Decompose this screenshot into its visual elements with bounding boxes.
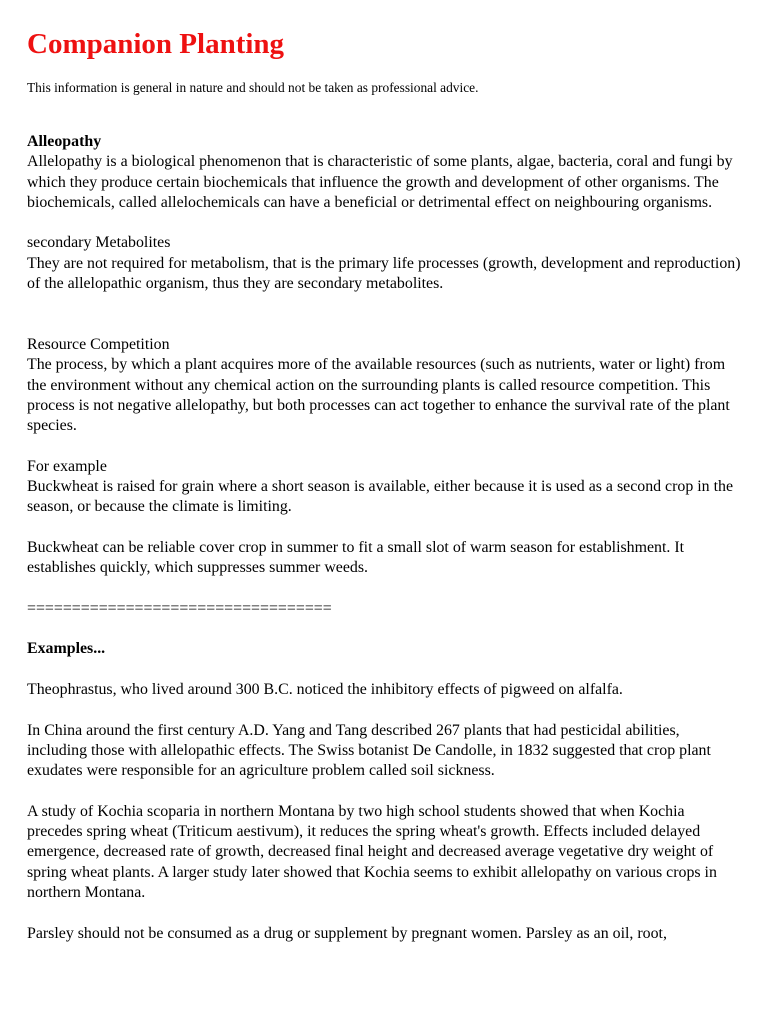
spacer [27,660,743,680]
allelopathy-heading: Alleopathy [27,133,102,150]
spacer [27,619,743,639]
spacer [27,213,743,233]
page-title: Companion Planting [27,28,285,60]
examples-heading: Examples... [27,640,106,658]
parsley-paragraph: Parsley should not be consumed as a drug or supplement by pregnant women. Parsley as an oil, root, [27,924,667,942]
spacer [27,903,743,923]
for-example-paragraph: Buckwheat is raised for grain where a short season is available, either because it is used as a second crop in the season, or because the climate is limiting. [27,478,734,516]
spacer [27,518,743,538]
buckwheat-paragraph: Buckwheat can be reliable cover crop in summer to fit a small slot of warm season for establishment. It establishes quickly, which suppresses summer weeds. [27,538,685,577]
metabolites-paragraph: They are not required for metabolism, that is the primary life processes (growth, development and reproduction) of the allelopathic organism, thus they are secondary metabolites. [27,254,741,293]
spacer [27,700,743,720]
resource-competition-heading: Resource Competition [27,335,170,353]
theophrastus-paragraph: Theophrastus, who lived around 300 B.C. noticed the inhibitory effects of pigweed on alfalfa. [27,681,623,699]
metabolites-heading: secondary Metabolites [27,234,171,252]
spacer [27,782,743,802]
allelopathy-paragraph: Allelopathy is a biological phenomenon that is characteristic of some plants, algae, bacteria, coral and fungi by which they produce certain biochemicals that influence the growth and development of other organisms. The biochemicals, called allelochemicals can have a beneficial or detrimental effect on neighbouring organisms. [27,153,733,211]
for-example-heading: For example [27,457,107,475]
china-paragraph: In China around the first century A.D. Yang and Tang described 267 plants that had pesticidal abilities, including those with allelopathic effects. The Swiss botanist De Candolle, in 1832 suggested that crop plant exudates were responsible for an agriculture problem called soil sickness. [27,721,711,780]
separator-line: ================================== [27,599,332,617]
kochia-paragraph: A study of Kochia scoparia in northern Montana by two high school students showed that when Kochia precedes spring wheat (Triticum aestivum), it reduces the spring wheat's growth. Effects included delayed emergence, decreased rate of growth, decreased final height and decreased average vegetative dry weight of spring wheat plants. A larger study later showed that Kochia seems to exhibit allelopathy on various crops in northern Montana. [27,802,717,901]
disclaimer-text: This information is general in nature and should not be taken as professional advice. [27,80,479,95]
spacer [27,294,743,335]
spacer [27,436,743,456]
document-body [27,132,743,944]
resource-competition-paragraph: The process, by which a plant acquires more of the available resources (such as nutrients, water or light) from the environment without any chemical action on the surrounding plants is called resource competition. This process is not negative allelopathy, but both processes can act together to enhance the survival rate of the plant species. [27,356,730,435]
spacer [27,579,743,599]
